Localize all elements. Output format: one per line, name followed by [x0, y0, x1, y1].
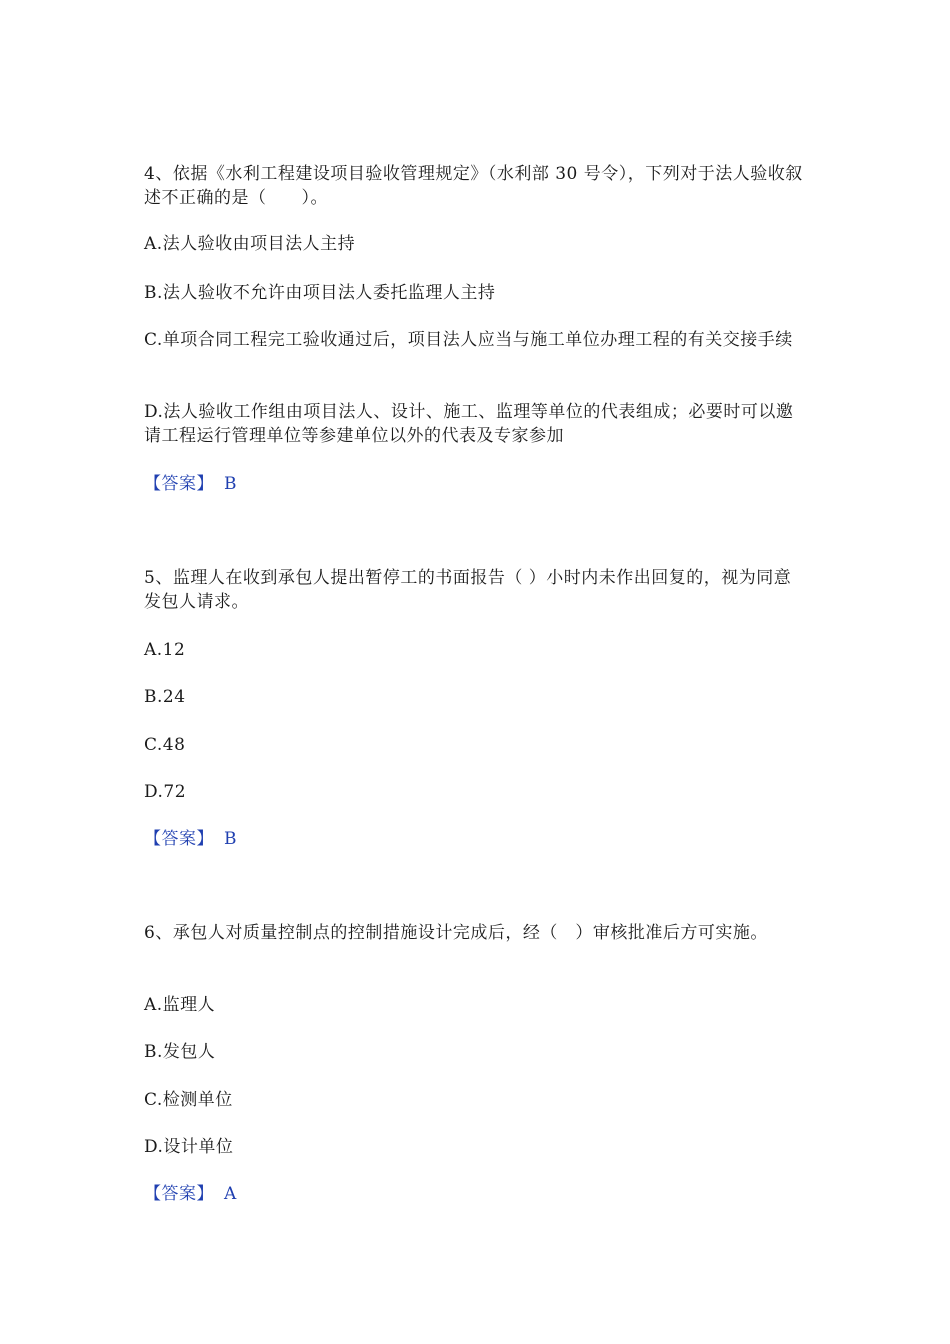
option-c: C.单项合同工程完工验收通过后，项目法人应当与施工单位办理工程的有关交接手续 — [144, 330, 793, 350]
answer-label: 【答案】 — [144, 1184, 214, 1204]
answer-value: A — [224, 1184, 237, 1204]
option-a: A.监理人 — [144, 995, 216, 1015]
option-d: D.设计单位 — [144, 1137, 234, 1157]
option-d: D.法人验收工作组由项目法人、设计、施工、监理等单位的代表组成；必要时可以邀请工程运行管理单位等参建单位以外的代表及专家参加 — [144, 402, 794, 446]
option-c: C.48 — [144, 735, 186, 755]
answer-line — [144, 472, 237, 496]
answer-label: 【答案】 — [144, 829, 214, 849]
answer-line — [144, 827, 237, 851]
question-stem: 5、监理人在收到承包人提出暂停工的书面报告（ ）小时内未作出回复的，视为同意发包人请求。 — [144, 568, 792, 612]
answer-line — [144, 1182, 237, 1206]
answer-value: B — [224, 474, 237, 494]
question-stem: 4、依据《水利工程建设项目验收管理规定》（水利部 30 号令），下列对于法人验收叙述不正确的是（ ）。 — [144, 164, 803, 208]
option-d: D.72 — [144, 782, 187, 802]
answer-label: 【答案】 — [144, 474, 214, 494]
answer-value: B — [224, 829, 237, 849]
option-a: A.12 — [144, 640, 186, 660]
option-b: B.法人验收不允许由项目法人委托监理人主持 — [144, 283, 496, 303]
option-b: B.24 — [144, 687, 186, 707]
option-a: A.法人验收由项目法人主持 — [144, 234, 356, 254]
option-c: C.检测单位 — [144, 1090, 233, 1110]
question-stem: 6、承包人对质量控制点的控制措施设计完成后，经（ ）审核批准后方可实施。 — [144, 923, 768, 943]
option-b: B.发包人 — [144, 1042, 216, 1062]
